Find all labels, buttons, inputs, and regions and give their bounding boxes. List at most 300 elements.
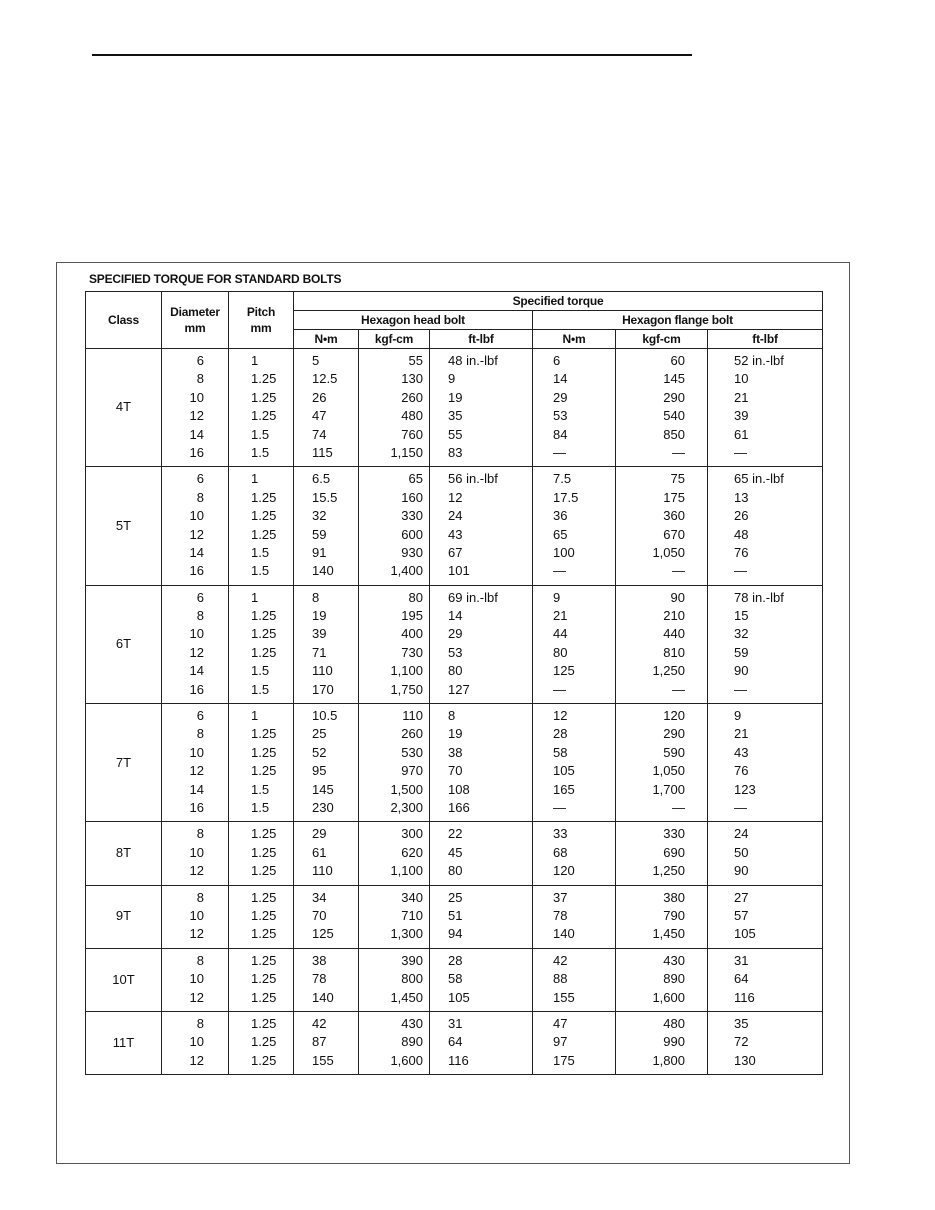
flange-nm-value: 29 bbox=[553, 389, 568, 405]
flange-nm-value: 7.5 bbox=[553, 471, 572, 487]
head-kgfcm-value: 890 bbox=[401, 1034, 423, 1050]
diameter-value: 8 bbox=[196, 889, 204, 905]
flange-kgfcm-value: 1,450 bbox=[652, 926, 685, 942]
value-list bbox=[708, 704, 822, 821]
flange-kgfcm-value: 290 bbox=[663, 389, 685, 405]
head-kgfcm-value: 1,100 bbox=[390, 663, 423, 679]
value-list bbox=[533, 822, 615, 884]
pitch-value: 1.5 bbox=[251, 544, 270, 560]
flange-kgfcm-value: 810 bbox=[663, 644, 685, 660]
diameter-value: 8 bbox=[196, 608, 204, 624]
diameter-value: 8 bbox=[196, 826, 204, 842]
diameter-value: 12 bbox=[189, 863, 204, 879]
value-list bbox=[708, 822, 822, 884]
head-nm-value: 95 bbox=[312, 763, 327, 779]
flange-ftlbf-column bbox=[708, 885, 823, 948]
head-kgfcm-column bbox=[359, 467, 430, 585]
head-ftlbf-value: 94 bbox=[448, 926, 463, 942]
diameter-value: 10 bbox=[189, 1034, 204, 1050]
value-list bbox=[359, 886, 429, 948]
flange-kgfcm-value: 210 bbox=[663, 608, 685, 624]
diameter-column bbox=[162, 585, 229, 703]
diameter-value: 6 bbox=[196, 471, 204, 487]
head-kgfcm-value: 480 bbox=[401, 408, 423, 424]
value-list bbox=[229, 704, 293, 821]
flange-nm-value: 155 bbox=[553, 989, 575, 1005]
head-ftlbf-value: 38 bbox=[448, 744, 463, 760]
flange-nm-value: 140 bbox=[553, 926, 575, 942]
value-list bbox=[616, 1012, 707, 1074]
class-label: 11T bbox=[86, 1011, 162, 1074]
head-ftlbf-column bbox=[430, 704, 533, 822]
value-list bbox=[162, 586, 228, 703]
head-nm-value: 125 bbox=[312, 926, 334, 942]
flange-nm-value: — bbox=[553, 444, 566, 460]
flange-nm-value: 44 bbox=[553, 626, 568, 642]
flange-nm-column bbox=[533, 349, 616, 467]
flange-kgfcm-value: 1,250 bbox=[652, 863, 685, 879]
head-nm-value: 70 bbox=[312, 907, 327, 923]
head-nm-value: 110 bbox=[312, 663, 333, 679]
flange-nm-value: 9 bbox=[553, 589, 561, 605]
head-ftlbf-column bbox=[430, 1011, 533, 1074]
torque-table bbox=[85, 291, 823, 1075]
flange-kgfcm-value: — bbox=[672, 799, 685, 815]
flange-ftlbf-value: 24 bbox=[734, 826, 749, 842]
class-label: 5T bbox=[86, 467, 162, 585]
flange-ftlbf-value: 50 bbox=[734, 844, 749, 860]
head-nm-column bbox=[294, 1011, 359, 1074]
head-kgfcm-value: 1,100 bbox=[390, 863, 423, 879]
head-kgfcm-value: 300 bbox=[401, 826, 423, 842]
header-flange-nm: N•m bbox=[533, 330, 616, 349]
flange-nm-column bbox=[533, 467, 616, 585]
pitch-column bbox=[229, 704, 294, 822]
header-diameter bbox=[162, 292, 229, 349]
header-specified-torque: Specified torque bbox=[294, 292, 823, 311]
pitch-value: 1.25 bbox=[251, 526, 277, 542]
head-nm-value: 26 bbox=[312, 389, 327, 405]
head-nm-value: 140 bbox=[312, 563, 334, 579]
flange-kgfcm-column bbox=[616, 585, 708, 703]
flange-kgfcm-value: 540 bbox=[663, 408, 685, 424]
flange-ftlbf-value: 123 bbox=[734, 781, 756, 797]
value-list bbox=[162, 949, 228, 1011]
head-nm-value: 52 bbox=[312, 744, 327, 760]
pitch-value: 1.25 bbox=[251, 626, 277, 642]
table-title: SPECIFIED TORQUE FOR STANDARD BOLTS bbox=[89, 272, 342, 286]
diameter-column bbox=[162, 822, 229, 885]
head-nm-column bbox=[294, 885, 359, 948]
flange-nm-value: 165 bbox=[553, 781, 575, 797]
flange-ftlbf-value: — bbox=[734, 799, 747, 815]
head-kgfcm-value: 390 bbox=[401, 952, 423, 968]
flange-nm-value: 33 bbox=[553, 826, 568, 842]
flange-ftlbf-value: 116 bbox=[734, 989, 755, 1005]
pitch-value: 1.25 bbox=[251, 726, 277, 742]
head-kgfcm-value: 710 bbox=[401, 907, 423, 923]
head-ftlbf-value: 19 bbox=[448, 389, 463, 405]
value-list bbox=[229, 949, 293, 1011]
head-ftlbf-value: 35 bbox=[448, 408, 463, 424]
pitch-value: 1.25 bbox=[251, 371, 277, 387]
value-list bbox=[708, 949, 822, 1011]
head-nm-value: 170 bbox=[312, 681, 334, 697]
flange-ftlbf-value: 32 bbox=[734, 626, 749, 642]
pitch-value: 1.5 bbox=[251, 426, 270, 442]
head-nm-value: 61 bbox=[312, 844, 327, 860]
diameter-value: 12 bbox=[189, 926, 204, 942]
flange-ftlbf-value: 21 bbox=[734, 389, 749, 405]
flange-kgfcm-value: 1,050 bbox=[652, 544, 685, 560]
head-kgfcm-value: 130 bbox=[401, 371, 423, 387]
flange-kgfcm-value: 360 bbox=[663, 508, 685, 524]
head-kgfcm-value: 600 bbox=[401, 526, 423, 542]
pitch-value: 1.25 bbox=[251, 489, 277, 505]
head-ftlbf-value: 127 bbox=[448, 681, 470, 697]
value-list bbox=[294, 822, 358, 884]
value-list bbox=[708, 349, 822, 466]
value-list bbox=[359, 822, 429, 884]
head-nm-value: 8 bbox=[312, 589, 320, 605]
head-kgfcm-value: 430 bbox=[401, 1015, 423, 1031]
head-kgfcm-value: 970 bbox=[401, 763, 423, 779]
flange-kgfcm-value: 1,250 bbox=[652, 663, 685, 679]
class-label: 9T bbox=[86, 885, 162, 948]
value-list bbox=[294, 467, 358, 584]
flange-nm-value: 37 bbox=[553, 889, 568, 905]
flange-nm-value: 78 bbox=[553, 907, 568, 923]
flange-nm-value: — bbox=[553, 681, 566, 697]
head-kgfcm-column bbox=[359, 704, 430, 822]
diameter-value: 12 bbox=[189, 408, 204, 424]
head-ftlbf-value: 105 bbox=[448, 989, 470, 1005]
table-row bbox=[86, 704, 823, 822]
head-kgfcm-value: 1,300 bbox=[390, 926, 423, 942]
head-kgfcm-value: 55 bbox=[408, 353, 423, 368]
pitch-value: 1 bbox=[251, 471, 259, 487]
head-ftlbf-value: 101 bbox=[448, 563, 470, 579]
diameter-value: 6 bbox=[196, 353, 204, 368]
flange-kgfcm-value: 1,600 bbox=[652, 989, 685, 1005]
pitch-value: 1.25 bbox=[251, 971, 277, 987]
pitch-value: 1.25 bbox=[251, 889, 277, 905]
head-kgfcm-value: 930 bbox=[401, 544, 423, 560]
header-pitch-label: Pitch bbox=[246, 305, 276, 319]
flange-ftlbf-value: 76 bbox=[734, 763, 749, 779]
pitch-value: 1 bbox=[251, 708, 259, 724]
pitch-value: 1.25 bbox=[251, 863, 277, 879]
head-nm-value: 47 bbox=[312, 408, 327, 424]
class-group bbox=[86, 349, 823, 467]
head-kgfcm-value: 260 bbox=[401, 726, 423, 742]
class-group bbox=[86, 704, 823, 822]
flange-kgfcm-value: — bbox=[672, 563, 685, 579]
value-list bbox=[294, 949, 358, 1011]
diameter-value: 8 bbox=[196, 726, 204, 742]
head-nm-value: 140 bbox=[312, 989, 334, 1005]
flange-ftlbf-column bbox=[708, 822, 823, 885]
diameter-value: 10 bbox=[189, 389, 204, 405]
pitch-value: 1.25 bbox=[251, 744, 277, 760]
head-kgfcm-value: 80 bbox=[408, 589, 423, 605]
header-head-kgfcm: kgf-cm bbox=[359, 330, 430, 349]
diameter-value: 8 bbox=[196, 489, 204, 505]
head-ftlbf-value: 80 bbox=[448, 663, 463, 679]
flange-ftlbf-value: — bbox=[734, 681, 747, 697]
flange-kgfcm-column bbox=[616, 349, 708, 467]
head-ftlbf-value: 116 bbox=[448, 1052, 469, 1068]
flange-kgfcm-value: 1,800 bbox=[652, 1052, 685, 1068]
class-group bbox=[86, 467, 823, 585]
flange-ftlbf-value: 130 bbox=[734, 1052, 756, 1068]
flange-nm-column bbox=[533, 948, 616, 1011]
head-nm-column bbox=[294, 349, 359, 467]
flange-nm-value: 105 bbox=[553, 763, 575, 779]
table-row bbox=[86, 948, 823, 1011]
flange-kgfcm-column bbox=[616, 822, 708, 885]
value-list bbox=[229, 886, 293, 948]
pitch-value: 1 bbox=[251, 589, 259, 605]
head-ftlbf-column bbox=[430, 585, 533, 703]
flange-kgfcm-value: — bbox=[672, 681, 685, 697]
head-ftlbf-value: 31 bbox=[448, 1015, 463, 1031]
value-list bbox=[533, 586, 615, 703]
head-nm-value: 19 bbox=[312, 608, 327, 624]
diameter-column bbox=[162, 349, 229, 467]
value-list bbox=[616, 886, 707, 948]
value-list bbox=[162, 886, 228, 948]
pitch-value: 1.25 bbox=[251, 926, 277, 942]
head-kgfcm-value: 1,150 bbox=[390, 444, 423, 460]
head-ftlbf-column bbox=[430, 349, 533, 467]
head-ftlbf-column bbox=[430, 467, 533, 585]
pitch-value: 1.25 bbox=[251, 1034, 277, 1050]
flange-nm-value: 84 bbox=[553, 426, 568, 442]
head-ftlbf-value: 9 bbox=[448, 371, 456, 387]
flange-ftlbf-column bbox=[708, 704, 823, 822]
flange-ftlbf-column bbox=[708, 349, 823, 467]
pitch-value: 1 bbox=[251, 353, 259, 368]
value-list bbox=[359, 949, 429, 1011]
flange-ftlbf-value: 64 bbox=[734, 971, 749, 987]
value-list bbox=[162, 822, 228, 884]
flange-nm-value: 14 bbox=[553, 371, 568, 387]
diameter-value: 8 bbox=[196, 1015, 204, 1031]
diameter-column bbox=[162, 704, 229, 822]
head-nm-value: 71 bbox=[312, 644, 327, 660]
head-nm-value: 5 bbox=[312, 353, 320, 368]
head-ftlbf-value: 58 bbox=[448, 971, 463, 987]
flange-nm-value: 58 bbox=[553, 744, 568, 760]
value-list bbox=[533, 349, 615, 466]
head-ftlbf-value: 14 bbox=[448, 608, 463, 624]
value-list bbox=[359, 704, 429, 821]
table-row bbox=[86, 1011, 823, 1074]
head-nm-value: 25 bbox=[312, 726, 327, 742]
flange-nm-value: 80 bbox=[553, 644, 568, 660]
head-kgfcm-value: 730 bbox=[401, 644, 423, 660]
pitch-value: 1.5 bbox=[251, 563, 270, 579]
diameter-value: 10 bbox=[189, 626, 204, 642]
flange-ftlbf-column bbox=[708, 467, 823, 585]
flange-ftlbf-value: 43 bbox=[734, 744, 749, 760]
flange-nm-value: 21 bbox=[553, 608, 568, 624]
value-list bbox=[229, 586, 293, 703]
flange-kgfcm-column bbox=[616, 1011, 708, 1074]
flange-ftlbf-value: 78 in.-lbf bbox=[734, 589, 784, 605]
pitch-value: 1.25 bbox=[251, 389, 277, 405]
pitch-value: 1.5 bbox=[251, 444, 270, 460]
flange-ftlbf-value: — bbox=[734, 563, 747, 579]
head-nm-value: 74 bbox=[312, 426, 327, 442]
value-list bbox=[162, 1012, 228, 1074]
value-list bbox=[294, 704, 358, 821]
diameter-column bbox=[162, 467, 229, 585]
value-list bbox=[616, 467, 707, 584]
head-ftlbf-value: 67 bbox=[448, 544, 463, 560]
class-label: 7T bbox=[86, 704, 162, 822]
diameter-value: 10 bbox=[189, 907, 204, 923]
flange-nm-value: 6 bbox=[553, 353, 561, 368]
diameter-value: 12 bbox=[189, 1052, 204, 1068]
flange-nm-value: 53 bbox=[553, 408, 568, 424]
value-list bbox=[359, 586, 429, 703]
pitch-column bbox=[229, 349, 294, 467]
diameter-value: 10 bbox=[189, 744, 204, 760]
flange-nm-column bbox=[533, 885, 616, 948]
value-list bbox=[708, 586, 822, 703]
flange-kgfcm-value: 290 bbox=[663, 726, 685, 742]
flange-kgfcm-column bbox=[616, 948, 708, 1011]
head-nm-value: 39 bbox=[312, 626, 327, 642]
head-kgfcm-value: 160 bbox=[401, 489, 423, 505]
header-hexagon-head-bolt: Hexagon head bolt bbox=[294, 311, 533, 330]
flange-kgfcm-value: 890 bbox=[663, 971, 685, 987]
header-pitch bbox=[229, 292, 294, 349]
flange-nm-value: 97 bbox=[553, 1034, 568, 1050]
flange-nm-value: 120 bbox=[553, 863, 575, 879]
flange-nm-column bbox=[533, 585, 616, 703]
flange-nm-value: — bbox=[553, 799, 566, 815]
pitch-value: 1.25 bbox=[251, 763, 277, 779]
flange-ftlbf-column bbox=[708, 948, 823, 1011]
diameter-value: 12 bbox=[189, 763, 204, 779]
value-list bbox=[616, 704, 707, 821]
flange-nm-column bbox=[533, 822, 616, 885]
diameter-value: 8 bbox=[196, 371, 204, 387]
value-list bbox=[430, 467, 532, 584]
value-list bbox=[162, 467, 228, 584]
flange-ftlbf-value: 105 bbox=[734, 926, 756, 942]
diameter-value: 14 bbox=[189, 781, 204, 797]
head-nm-value: 91 bbox=[312, 544, 327, 560]
flange-kgfcm-value: 790 bbox=[663, 907, 685, 923]
flange-kgfcm-value: 670 bbox=[663, 526, 685, 542]
value-list bbox=[162, 704, 228, 821]
head-nm-value: 145 bbox=[312, 781, 334, 797]
flange-nm-value: 100 bbox=[553, 544, 575, 560]
head-ftlbf-column bbox=[430, 948, 533, 1011]
flange-nm-value: 68 bbox=[553, 844, 568, 860]
head-nm-value: 10.5 bbox=[312, 708, 338, 724]
value-list bbox=[616, 349, 707, 466]
diameter-value: 6 bbox=[196, 708, 204, 724]
diameter-value: 14 bbox=[189, 663, 204, 679]
head-kgfcm-value: 260 bbox=[401, 389, 423, 405]
class-group bbox=[86, 1011, 823, 1074]
value-list bbox=[229, 1012, 293, 1074]
head-kgfcm-column bbox=[359, 885, 430, 948]
flange-nm-value: 175 bbox=[553, 1052, 575, 1068]
class-label: 10T bbox=[86, 948, 162, 1011]
pitch-value: 1.25 bbox=[251, 907, 277, 923]
diameter-column bbox=[162, 948, 229, 1011]
head-ftlbf-value: 48 in.-lbf bbox=[448, 353, 498, 368]
head-kgfcm-value: 620 bbox=[401, 844, 423, 860]
value-list bbox=[616, 949, 707, 1011]
head-ftlbf-value: 64 bbox=[448, 1034, 463, 1050]
flange-nm-value: 28 bbox=[553, 726, 568, 742]
pitch-column bbox=[229, 467, 294, 585]
flange-nm-value: 17.5 bbox=[553, 489, 579, 505]
flange-kgfcm-value: 75 bbox=[670, 471, 685, 487]
flange-ftlbf-value: — bbox=[734, 444, 747, 460]
flange-ftlbf-value: 27 bbox=[734, 889, 749, 905]
pitch-value: 1.25 bbox=[251, 1015, 277, 1031]
value-list bbox=[359, 349, 429, 466]
pitch-value: 1.25 bbox=[251, 826, 277, 842]
table-row bbox=[86, 349, 823, 467]
head-ftlbf-value: 55 bbox=[448, 426, 463, 442]
value-list bbox=[533, 467, 615, 584]
head-nm-value: 34 bbox=[312, 889, 327, 905]
pitch-value: 1.25 bbox=[251, 508, 277, 524]
head-nm-value: 78 bbox=[312, 971, 327, 987]
diameter-value: 16 bbox=[189, 444, 204, 460]
head-kgfcm-value: 530 bbox=[401, 744, 423, 760]
pitch-value: 1.5 bbox=[251, 781, 270, 797]
flange-kgfcm-value: 1,700 bbox=[652, 781, 685, 797]
head-nm-value: 12.5 bbox=[312, 371, 338, 387]
flange-ftlbf-value: 35 bbox=[734, 1015, 749, 1031]
head-kgfcm-value: 110 bbox=[402, 708, 423, 724]
diameter-value: 6 bbox=[196, 589, 204, 605]
pitch-value: 1.25 bbox=[251, 408, 277, 424]
head-ftlbf-value: 22 bbox=[448, 826, 463, 842]
diameter-value: 12 bbox=[189, 526, 204, 542]
flange-kgfcm-value: 430 bbox=[663, 952, 685, 968]
class-label: 8T bbox=[86, 822, 162, 885]
flange-ftlbf-value: 13 bbox=[734, 489, 749, 505]
head-nm-value: 6.5 bbox=[312, 471, 331, 487]
head-nm-column bbox=[294, 822, 359, 885]
diameter-value: 12 bbox=[189, 989, 204, 1005]
head-ftlbf-column bbox=[430, 885, 533, 948]
head-kgfcm-value: 400 bbox=[401, 626, 423, 642]
head-ftlbf-value: 28 bbox=[448, 952, 463, 968]
flange-ftlbf-value: 90 bbox=[734, 863, 749, 879]
flange-nm-value: 36 bbox=[553, 508, 568, 524]
flange-nm-value: 42 bbox=[553, 952, 568, 968]
flange-nm-value: 125 bbox=[553, 663, 575, 679]
head-ftlbf-value: 80 bbox=[448, 863, 463, 879]
head-ftlbf-value: 19 bbox=[448, 726, 463, 742]
flange-kgfcm-value: 850 bbox=[663, 426, 685, 442]
diameter-value: 14 bbox=[189, 426, 204, 442]
flange-nm-value: 65 bbox=[553, 526, 568, 542]
head-ftlbf-value: 8 bbox=[448, 708, 456, 724]
